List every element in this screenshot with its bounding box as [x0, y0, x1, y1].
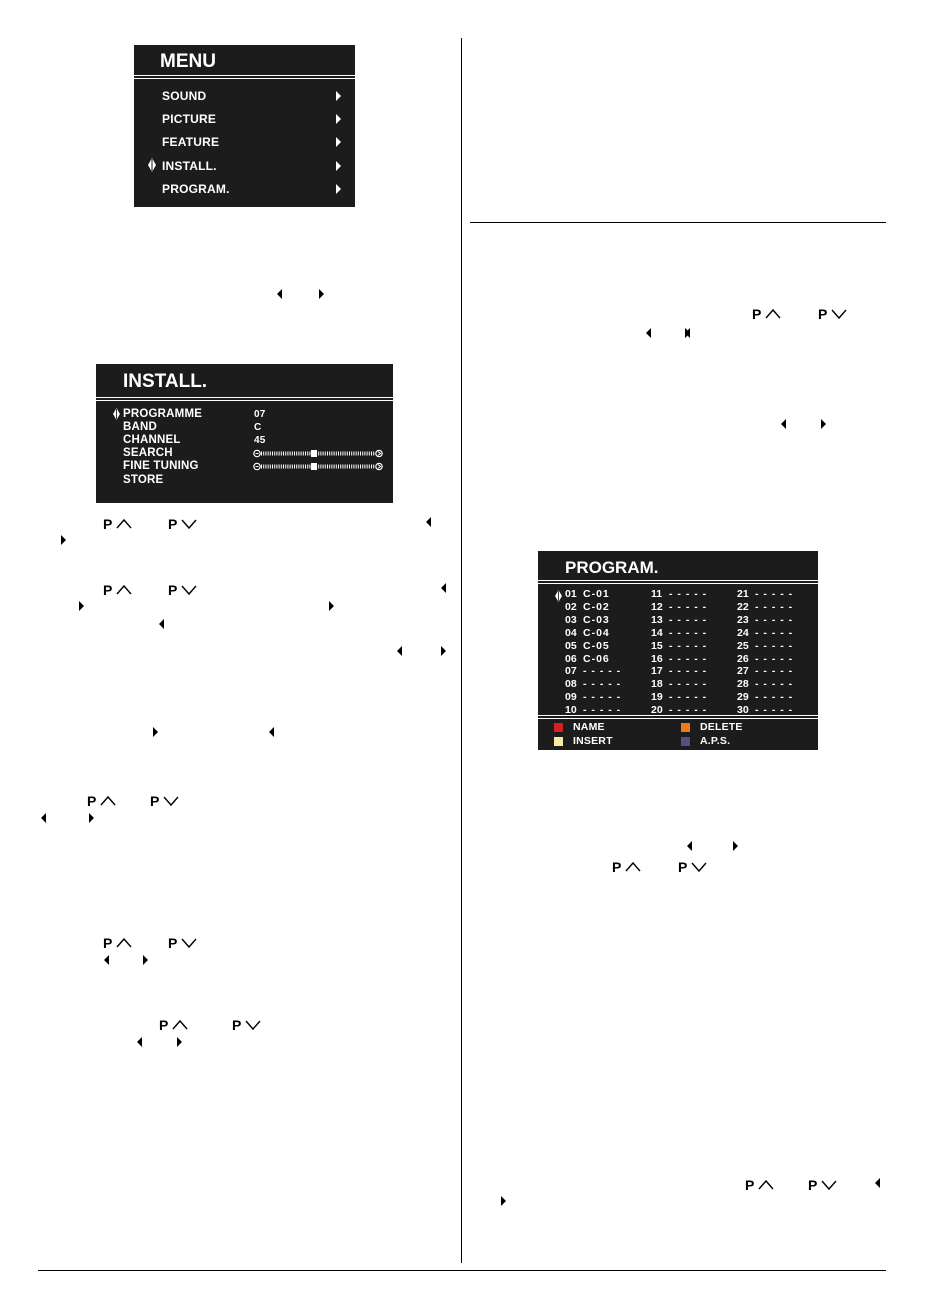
arrow-left-icon: [686, 840, 694, 852]
program-title-divider: [538, 580, 818, 584]
program-number[interactable]: 21: [737, 588, 749, 600]
arrow-left-icon: [158, 618, 166, 630]
install-title: INSTALL.: [123, 371, 208, 392]
page-bottom-rule: [38, 1270, 886, 1271]
program-number[interactable]: 20: [651, 704, 663, 717]
arrow-right-icon: [440, 645, 448, 657]
install-title-divider: [96, 397, 393, 401]
selection-cursor-icon: [148, 158, 156, 172]
program-number[interactable]: 05: [565, 639, 577, 652]
legend-aps: A.P.S.: [700, 735, 731, 747]
install-label-store[interactable]: STORE: [123, 474, 164, 486]
menu-title-divider: [134, 75, 355, 79]
program-down-icon: [232, 1017, 268, 1032]
program-osd: [538, 551, 818, 750]
program-channel-name[interactable]: - - - - -: [583, 678, 622, 691]
arrow-right-icon: [176, 1036, 184, 1048]
program-number[interactable]: 16: [651, 652, 663, 665]
program-channel-name[interactable]: - - - - -: [583, 665, 622, 678]
program-down-icon: [818, 306, 854, 321]
program-channel-name[interactable]: - - - - -: [755, 613, 794, 626]
svg-text:P: P: [232, 1017, 242, 1032]
install-osd: [96, 364, 393, 503]
program-channel-name[interactable]: - - - - -: [669, 704, 708, 717]
svg-text:P: P: [159, 1017, 169, 1032]
program-number[interactable]: 19: [651, 691, 663, 704]
selection-cursor-icon: [113, 408, 120, 420]
svg-text:P: P: [745, 1177, 755, 1192]
program-channel-name[interactable]: - - - - -: [583, 691, 622, 704]
red-key-icon: [554, 723, 563, 732]
arrow-left-icon: [40, 812, 48, 824]
arrow-left-icon: [276, 288, 284, 300]
arrow-right-icon: [142, 954, 150, 966]
yellow-key-icon: [554, 737, 563, 746]
program-number[interactable]: 27: [737, 665, 749, 678]
program-number[interactable]: 13: [651, 613, 663, 626]
program-down-icon: [168, 516, 204, 531]
program-number[interactable]: 18: [651, 678, 663, 691]
program-channel-name[interactable]: - - - - -: [669, 600, 708, 613]
arrow-right-icon: [500, 1195, 508, 1207]
program-channel-name[interactable]: - - - - -: [669, 588, 708, 600]
arrow-right-icon: [60, 534, 68, 546]
menu-item-sound[interactable]: SOUND: [162, 89, 207, 103]
install-label-programme[interactable]: PROGRAMME: [123, 408, 203, 420]
install-value-programme: 07: [254, 409, 266, 420]
arrow-left-icon: [645, 327, 653, 339]
arrow-left-icon: [136, 1036, 144, 1048]
column-divider: [461, 38, 462, 1263]
program-legend-divider: [538, 715, 818, 719]
program-number[interactable]: 14: [651, 626, 663, 639]
arrow-right-icon: [88, 812, 96, 824]
program-number[interactable]: 26: [737, 652, 749, 665]
orange-key-icon: [681, 723, 690, 732]
program-channel-name[interactable]: C-05: [583, 639, 610, 652]
arrow-right-icon: [732, 840, 740, 852]
program-channel-name[interactable]: - - - - -: [755, 652, 794, 665]
menu-item-picture[interactable]: PICTURE: [162, 112, 217, 126]
program-channel-name[interactable]: - - - - -: [755, 665, 794, 678]
program-channel-name[interactable]: - - - - -: [583, 704, 622, 717]
program-number[interactable]: 03: [565, 613, 577, 626]
svg-text:P: P: [103, 516, 113, 531]
menu-arrow-right-icon: [336, 137, 341, 147]
svg-text:P: P: [752, 306, 762, 321]
program-number[interactable]: 28: [737, 678, 749, 691]
section-rule: [470, 222, 886, 223]
svg-text:P: P: [150, 793, 160, 808]
arrow-left-icon: [425, 516, 433, 528]
program-channel-name[interactable]: - - - - -: [669, 613, 708, 626]
install-label-search[interactable]: SEARCH: [123, 447, 173, 459]
program-up-icon: [103, 516, 139, 531]
program-channel-name[interactable]: - - - - -: [755, 600, 794, 613]
menu-arrow-right-icon: [336, 91, 341, 101]
menu-title: MENU: [160, 51, 216, 72]
program-channel-name[interactable]: C-04: [583, 626, 610, 639]
arrow-right-icon: [78, 600, 86, 612]
install-label-channel[interactable]: CHANNEL: [123, 434, 181, 446]
arrow-left-icon: [780, 418, 788, 430]
program-channel-name[interactable]: - - - - -: [755, 678, 794, 691]
program-channel-name[interactable]: - - - - -: [669, 626, 708, 639]
install-value-band: C: [254, 422, 262, 433]
arrow-right-icon: [318, 288, 326, 300]
install-label-fine-tuning[interactable]: FINE TUNING: [123, 460, 199, 472]
program-number[interactable]: 23: [737, 613, 749, 626]
arrow-right-icon: [684, 327, 692, 339]
arrow-left-icon: [103, 954, 111, 966]
svg-text:P: P: [818, 306, 828, 321]
program-channel-name[interactable]: - - - - -: [755, 639, 794, 652]
legend-insert: INSERT: [573, 735, 613, 747]
fine-tuning-slider[interactable]: [253, 462, 383, 471]
svg-text:P: P: [678, 859, 688, 874]
svg-text:P: P: [168, 582, 178, 597]
program-number[interactable]: 10: [565, 704, 577, 717]
program-channel-name[interactable]: - - - - -: [669, 678, 708, 691]
menu-item-install[interactable]: INSTALL.: [162, 159, 217, 173]
program-up-icon: [87, 793, 123, 808]
install-value-channel: 45: [254, 435, 266, 446]
menu-arrow-right-icon: [336, 161, 341, 171]
program-number[interactable]: 11: [651, 588, 663, 600]
program-number[interactable]: 06: [565, 652, 577, 665]
program-number[interactable]: 17: [651, 665, 663, 678]
program-up-icon: [612, 859, 648, 874]
svg-text:P: P: [168, 935, 178, 950]
purple-key-icon: [681, 737, 690, 746]
legend-delete: DELETE: [700, 721, 743, 733]
program-channel-name[interactable]: - - - - -: [669, 652, 708, 665]
svg-text:P: P: [87, 793, 97, 808]
program-channel-name[interactable]: C-03: [583, 613, 610, 626]
menu-item-feature[interactable]: FEATURE: [162, 135, 220, 149]
program-number[interactable]: 04: [565, 626, 577, 639]
program-number[interactable]: 30: [737, 704, 749, 717]
program-down-icon: [168, 582, 204, 597]
arrow-left-icon: [440, 582, 448, 594]
menu-item-program[interactable]: PROGRAM.: [162, 182, 230, 196]
program-channel-name[interactable]: C-02: [583, 600, 610, 613]
program-down-icon: [678, 859, 714, 874]
arrow-right-icon: [152, 726, 160, 738]
program-number[interactable]: 29: [737, 691, 749, 704]
program-down-icon: [168, 935, 204, 950]
program-channel-name[interactable]: C-06: [583, 652, 610, 665]
program-channel-name[interactable]: - - - - -: [669, 639, 708, 652]
program-channel-name[interactable]: - - - - -: [669, 691, 708, 704]
program-up-icon: [103, 582, 139, 597]
svg-text:P: P: [168, 516, 178, 531]
program-number[interactable]: 24: [737, 626, 749, 639]
program-up-icon: [103, 935, 139, 950]
program-number[interactable]: 02: [565, 600, 577, 613]
install-label-band[interactable]: BAND: [123, 421, 158, 433]
program-up-icon: [752, 306, 788, 321]
program-up-icon: [159, 1017, 195, 1032]
svg-text:P: P: [103, 935, 113, 950]
program-number[interactable]: 09: [565, 691, 577, 704]
program-channel-name[interactable]: - - - - -: [755, 588, 794, 600]
program-number[interactable]: 08: [565, 678, 577, 691]
program-channel-name[interactable]: - - - - -: [669, 665, 708, 678]
program-number[interactable]: 15: [651, 639, 663, 652]
menu-osd: [134, 45, 355, 207]
program-number[interactable]: 25: [737, 639, 749, 652]
arrow-right-icon: [328, 600, 336, 612]
svg-text:P: P: [808, 1177, 818, 1192]
program-number[interactable]: 22: [737, 600, 749, 613]
program-channel-name[interactable]: C-01: [583, 588, 610, 600]
arrow-left-icon: [268, 726, 276, 738]
arrow-left-icon: [874, 1177, 882, 1189]
program-down-icon: [150, 793, 186, 808]
search-slider[interactable]: [253, 449, 383, 458]
menu-arrow-right-icon: [336, 114, 341, 124]
svg-text:P: P: [103, 582, 113, 597]
program-number[interactable]: 07: [565, 665, 577, 678]
program-title: PROGRAM.: [565, 558, 659, 577]
program-channel-name[interactable]: - - - - -: [755, 691, 794, 704]
program-down-icon: [808, 1177, 844, 1192]
arrow-left-icon: [396, 645, 404, 657]
arrow-right-icon: [820, 418, 828, 430]
program-up-icon: [745, 1177, 781, 1192]
menu-arrow-right-icon: [336, 184, 341, 194]
program-channel-name[interactable]: - - - - -: [755, 626, 794, 639]
svg-text:P: P: [612, 859, 622, 874]
selection-cursor-icon: [555, 590, 562, 602]
program-number[interactable]: 12: [651, 600, 663, 613]
program-channel-name[interactable]: - - - - -: [755, 704, 794, 717]
legend-name: NAME: [573, 721, 605, 733]
program-number[interactable]: 01: [565, 588, 577, 600]
